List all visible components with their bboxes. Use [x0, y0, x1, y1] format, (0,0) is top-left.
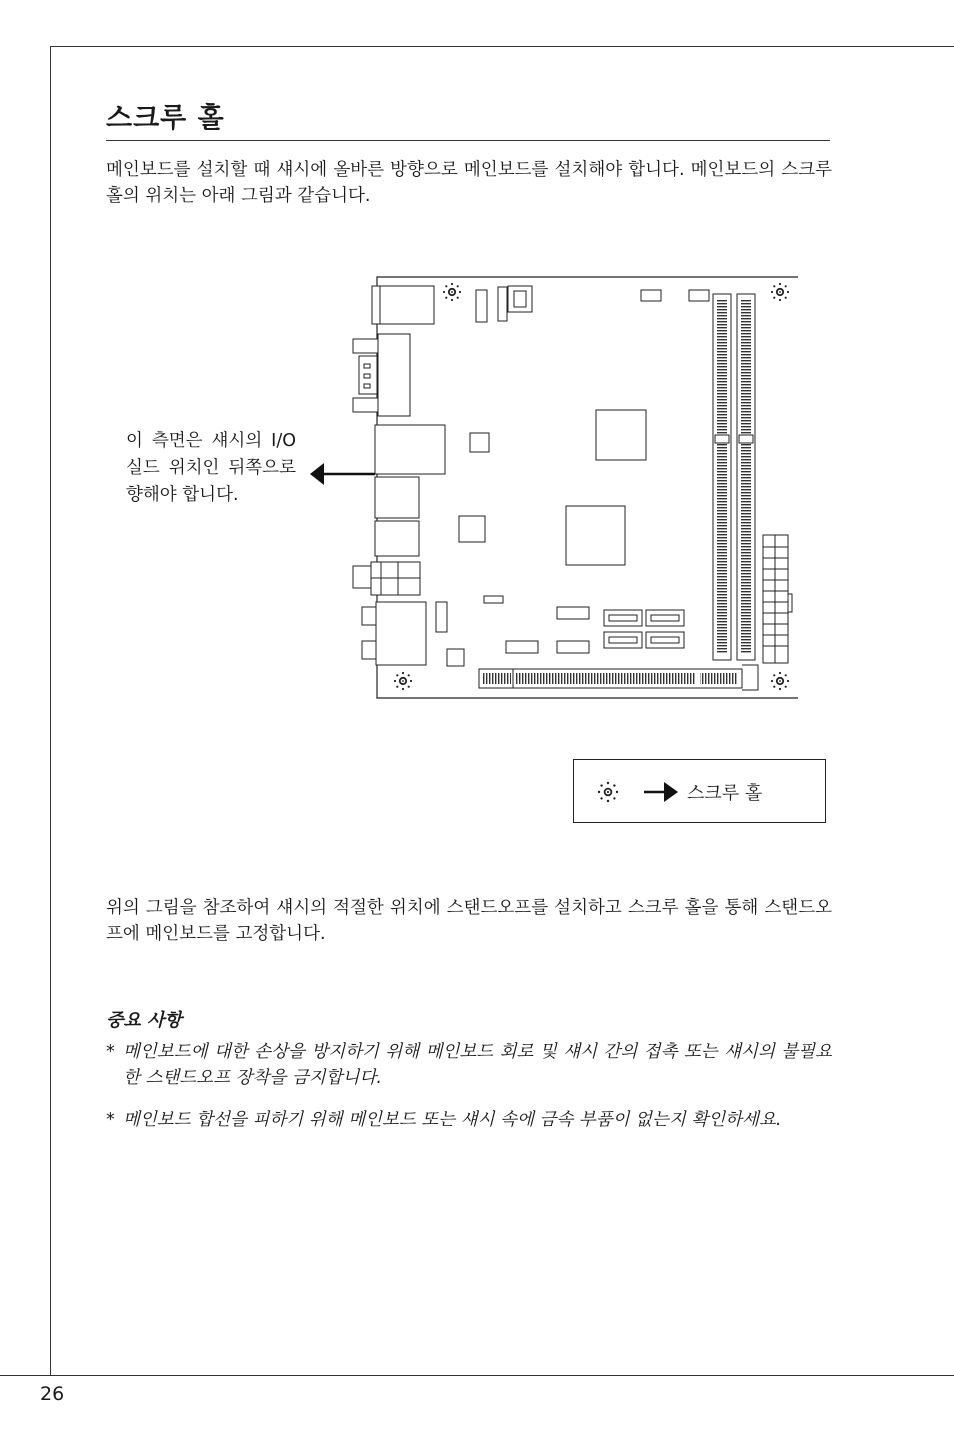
arrow-right-icon: [644, 782, 678, 802]
note-bullet: *: [106, 1042, 115, 1062]
important-note: [106, 1107, 832, 1133]
screw-hole-icon: [771, 283, 789, 301]
screw-hole-icon: [394, 672, 412, 690]
screw-hole-icon: [443, 283, 461, 301]
note-text: 메인보드에 대한 손상을 방지하기 위해 메인보드 회로 및 섀시 간의 접촉 또는 섀시의 불필요한 스탠드오프 장착을 금지합니다.: [123, 1042, 832, 1088]
legend-label: 스크루 홀: [687, 783, 763, 804]
page-number: 26: [40, 1383, 65, 1405]
motherboard-diagram: [300, 260, 800, 705]
note-bullet: *: [106, 1110, 115, 1130]
outro-paragraph: 위의 그림을 참조하여 섀시의 적절한 위치에 스탠드오프를 설치하고 스크루 홀을 통해 스탠드오프에 메인보드를 고정합니다.: [106, 898, 832, 944]
note-text: 메인보드 합선을 피하기 위해 메인보드 또는 섀시 속에 금속 부품이 없는지 확인하세요.: [123, 1110, 782, 1130]
important-heading: 중요 사항: [106, 1010, 182, 1031]
frame-bottom-line: [0, 1375, 954, 1376]
screw-hole-icon: [771, 672, 789, 690]
io-side-note: 이 측면은 섀시의 I/O 실드 위치인 뒤쪽으로 향해야 합니다.: [126, 431, 296, 505]
title-underline: [106, 140, 830, 141]
screw-hole-icon: [598, 782, 618, 802]
important-note: [106, 1039, 832, 1091]
legend-box: [573, 759, 826, 823]
section-title: 스크루 홀: [106, 103, 225, 134]
frame-top-line: [50, 46, 954, 47]
arrow-left-icon: [310, 463, 375, 485]
frame-left-line: [50, 46, 51, 1376]
intro-paragraph: 메인보드를 설치할 때 섀시에 올바른 방향으로 메인보드를 설치해야 합니다. 메인보드의 스크루 홀의 위치는 아래 그림과 같습니다.: [106, 160, 832, 206]
